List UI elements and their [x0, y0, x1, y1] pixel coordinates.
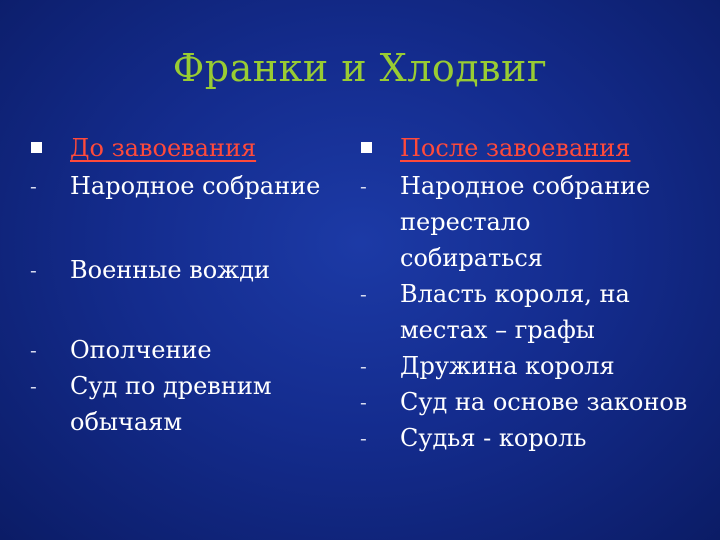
- dash-bullet: -: [360, 282, 367, 306]
- left-item: [30, 368, 290, 440]
- left-header: [30, 130, 350, 166]
- right-item-text: Судья - король: [400, 424, 587, 452]
- square-bullet-icon: [31, 142, 42, 153]
- right-column: [360, 130, 700, 456]
- right-item: [360, 420, 700, 456]
- left-column: [30, 130, 350, 440]
- dash-bullet: -: [360, 426, 367, 450]
- right-item: [360, 168, 660, 276]
- right-header: [360, 130, 700, 166]
- slide-title: Франки и Хлодвиг: [172, 46, 548, 90]
- left-item: [30, 168, 350, 204]
- left-item-text: Народное собрание: [70, 172, 321, 200]
- right-item: [360, 276, 630, 348]
- right-item-text: Дружина короля: [400, 352, 615, 380]
- dash-bullet: -: [360, 354, 367, 378]
- dash-bullet: -: [360, 174, 367, 198]
- square-bullet-icon: [361, 142, 372, 153]
- right-item-text: Власть короля, на местах – графы: [400, 280, 630, 344]
- dash-bullet: -: [30, 374, 37, 398]
- dash-bullet: -: [30, 174, 37, 198]
- left-item-text: Военные вожди: [70, 256, 271, 284]
- right-item-text: Народное собрание перестало собираться: [400, 172, 651, 272]
- left-item-text: Ополчение: [70, 336, 212, 364]
- dash-bullet: -: [30, 338, 37, 362]
- right-item-text: Суд на основе законов: [400, 388, 688, 416]
- right-header-text: После завоевания: [400, 134, 631, 162]
- dash-bullet: -: [360, 390, 367, 414]
- left-header-text: До завоевания: [70, 134, 257, 162]
- left-item: [30, 252, 350, 288]
- right-item: [360, 384, 700, 420]
- left-item-text: Суд по древним обычаям: [70, 372, 272, 436]
- right-item: [360, 348, 700, 384]
- dash-bullet: -: [30, 258, 37, 282]
- left-item: [30, 332, 350, 368]
